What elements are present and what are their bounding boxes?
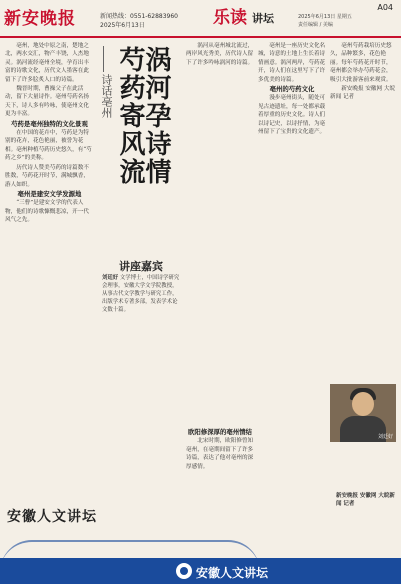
photo-caption: 刘廷好	[377, 434, 393, 440]
article-column-1	[5, 42, 94, 502]
paragraph: 历代诗人赞美芍药的诗篇数不胜数，芍药花开时节，满城飘香，游人如织。	[5, 164, 89, 188]
header-rule	[0, 36, 401, 38]
dateline: 2025年6月13日 星期五	[298, 14, 352, 20]
article-column-3	[258, 42, 326, 434]
article-column-2	[186, 42, 254, 140]
section-subhead: 欧阳修深厚的亳州情结	[188, 428, 252, 436]
speaker-bio-text: 文学博士，中国诗学研究会理事，安徽大学文学院教授，从事古代文学教学与研究工作，出版学术专著多部，发表学术论文数十篇。	[102, 275, 180, 313]
footer-bar	[0, 558, 401, 584]
headline-block	[98, 46, 184, 256]
kicker-divider	[103, 46, 104, 72]
newspaper-header	[0, 0, 401, 38]
speaker-name: 刘廷好	[102, 275, 119, 281]
page-number: A04	[377, 3, 393, 12]
paragraph: 涡河从亳州城北流过，两岸风光秀美，历代诗人留下了许多吟咏涡河的诗篇。	[186, 43, 254, 66]
series-kicker: 诗话亳州	[100, 74, 113, 118]
footer-logo-icon	[176, 563, 192, 579]
headline-line-2: 芍药寄风流	[115, 46, 145, 186]
paragraph: 新安晚报 安徽网 大皖新闻 记者	[330, 86, 396, 101]
section-subhead: 芍药是亳州独特的文化景观	[11, 119, 88, 128]
newspaper-masthead: 新安晚报	[4, 9, 76, 29]
paragraph: 亳州，地处中原之南，楚地之北，两水交汇，物产丰饶，人杰地灵。涡河流经亳州全境，孕育出丰富的诗歌文化，历代文人墨客在此留下了许多脍炙人口的诗篇。	[5, 43, 89, 83]
article-column-2b	[186, 428, 254, 504]
paragraph: 亳州芍药栽培历史悠久，品种繁多，花色艳丽。每年芍药花开时节，亳州都会举办芍药花会，吸引大批游客前来观赏。	[330, 43, 392, 83]
section-brand: 乐读	[213, 8, 247, 28]
paragraph: 魏晋时期，曹操父子在此活动，留下大量诗作。亳州芍药名扬天下，诗人多有吟咏，使亳州文化更为丰富。	[5, 86, 89, 118]
speaker-box-title: 讲座嘉宾	[119, 260, 163, 273]
speaker-photo	[330, 384, 396, 442]
editor-credits: 责任编辑 / 美编	[298, 22, 333, 28]
article-signoff: 新安晚报 安徽网 大皖新闻 记者	[336, 493, 395, 507]
footer-bar-text: 安徽人文讲坛	[196, 566, 269, 580]
news-hotline: 新闻热线：0551-62883960	[100, 13, 178, 20]
paragraph: “三曹”是建安文学的代表人物，他们的诗歌慷慨悲凉，开一代风气之先。	[5, 200, 89, 224]
header-date: 2025年6月13日	[100, 22, 145, 29]
photo-head	[352, 392, 374, 416]
section-subhead: 亳州的芍药文化	[269, 85, 315, 94]
paragraph: 在中国的花卉中，芍药是为特别的花卉，花色艳丽，被誉为花相。亳州种植芍药历史悠久，有“芍药之乡”的美称。	[5, 130, 92, 162]
article-column-4	[330, 42, 397, 442]
speaker-bio	[102, 274, 182, 314]
paragraph: 漫步亳州街头，随处可见古迹遗址，每一处都承载着厚重的历史文化。诗人们以诗记史，以诗抒情，为亳州留下了宝贵的文化遗产。	[258, 95, 326, 136]
column-name: 讲坛	[252, 12, 274, 25]
section-subhead: 亳州是建安文学发源地	[17, 189, 82, 198]
paragraph: 亳州是一座历史文化名城，诗意的土地上生长着诗情画意。涡河两岸，芍药花开，诗人们在这里写下了许多优美的诗篇。	[258, 43, 326, 83]
paragraph: 北宋时期，欧阳修曾知亳州，在亳期间留下了许多诗篇，表达了他对亳州的深厚感情。	[186, 438, 254, 470]
headline-line-1: 涡河孕诗情	[141, 46, 171, 186]
speaker-box	[98, 258, 184, 376]
footer-brand-title: 安徽人文讲坛	[7, 509, 97, 525]
